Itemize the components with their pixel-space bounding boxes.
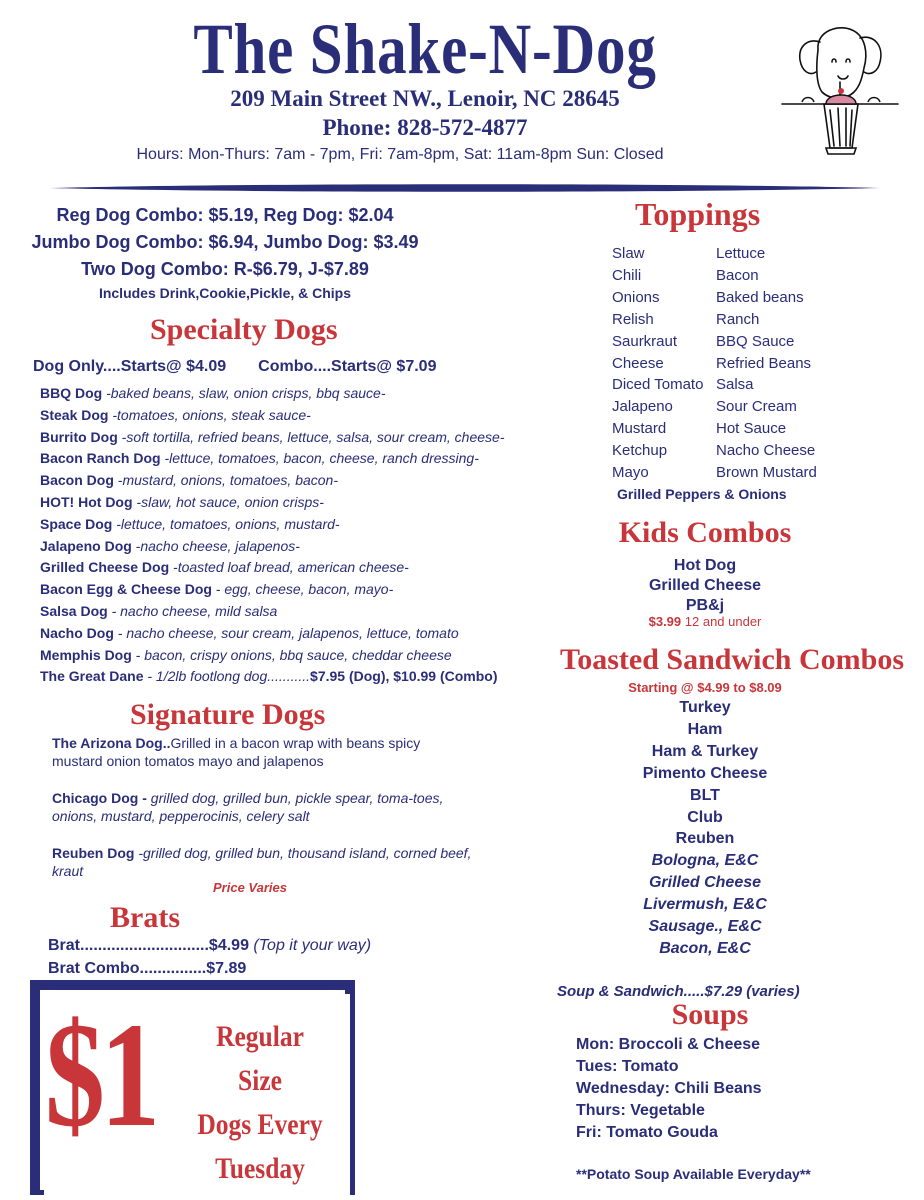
item-desc: -baked beans, slaw, onion crisps, bbq sauce- [102, 385, 386, 401]
topping-item: Baked beans [716, 288, 804, 306]
phone: Phone: 828-572-4877 [322, 115, 528, 140]
list-item: Wednesday: Chili Beans [576, 1080, 762, 1097]
list-item: Tues: Tomato [576, 1058, 679, 1075]
topping-item: Refried Beans [716, 354, 812, 372]
soups-list [576, 1034, 762, 1144]
topping-item: Sour Cream [716, 398, 797, 416]
brat-note: (Top it your way) [248, 937, 372, 954]
list-item: Club [687, 808, 723, 826]
item-desc: Grilled in a bacon wrap with beans spicy mustard onion tomatos mayo and jalapenos [52, 735, 421, 769]
item-name: Bacon Ranch Dog [40, 450, 161, 467]
item-desc: -slaw, hot sauce, onion crisps- [132, 493, 324, 510]
list-item: Mon: Broccoli & Cheese [576, 1036, 761, 1053]
combo-prices [30, 202, 420, 303]
topping-item: Mustard [612, 420, 667, 438]
list-item [40, 623, 540, 645]
list-item: Reuben [675, 830, 735, 848]
item-desc: - egg, cheese, bacon, mayo- [211, 581, 394, 598]
brat-combo-price: Brat Combo...............$7.89 [48, 960, 247, 977]
list-item [40, 536, 540, 558]
topping-item: Slaw [612, 245, 645, 262]
item-name: BBQ Dog [40, 385, 103, 401]
list-item [40, 427, 540, 449]
topping-item: Cheese [612, 354, 664, 372]
combo-line-reg: Reg Dog Combo: $5.19, Reg Dog: $2.04 [56, 205, 394, 225]
kids-list [605, 556, 805, 616]
toasted-subtitle: Starting @ $4.99 to $8.09 [628, 680, 782, 695]
topping-item: Diced Tomato [612, 376, 704, 394]
list-item: Pimento Cheese [642, 764, 768, 782]
toppings-extra: Grilled Peppers & Onions [617, 486, 787, 502]
price-varies-note: Price Varies [213, 880, 287, 895]
item-name: Nacho Dog [40, 624, 114, 641]
combo-line-jumbo: Jumbo Dog Combo: $6.94, Jumbo Dog: $3.49 [31, 232, 419, 252]
topping-item: Chili [612, 266, 642, 284]
list-item [40, 601, 540, 623]
dog-only-price: Dog Only....Starts@ $4.09 [33, 358, 227, 375]
topping-item: Brown Mustard [716, 464, 817, 482]
item-desc: -nacho cheese, jalapenos- [131, 537, 300, 554]
signature-item-reuben [52, 844, 472, 880]
address: 209 Main Street NW., Lenoir, NC 28645 [230, 86, 620, 111]
list-item [40, 645, 540, 667]
topping-item: Ketchup [612, 442, 668, 460]
topping-item: Bacon [716, 266, 759, 284]
list-item [40, 405, 540, 427]
item-name: Salsa Dog [40, 602, 108, 619]
item-name: Chicago Dog - [52, 790, 151, 806]
topping-item: BBQ Sauce [716, 332, 795, 350]
list-item: Bologna, E&C [651, 852, 759, 870]
brat-price: Brat.............................$4.99 [48, 937, 249, 954]
item-name: Space Dog [40, 515, 113, 532]
item-desc: - nacho cheese, sour cream, jalapenos, lettuce, tomato [113, 624, 459, 641]
topping-item: Mayo [612, 464, 649, 482]
item-name: Bacon Egg & Cheese Dog [40, 581, 212, 598]
item-name: Jalapeno Dog [40, 537, 132, 554]
item-name: The Great Dane [40, 668, 144, 685]
hours: Hours: Mon-Thurs: 7am - 7pm, Fri: 7am-8pm, Sat: 11am-8pm Sun: Closed [136, 146, 664, 163]
item-desc: -lettuce, tomatoes, bacon, cheese, ranch dressing- [160, 450, 479, 467]
item-name: Bacon Dog [40, 472, 114, 489]
item-name: Memphis Dog [40, 646, 132, 663]
item-desc: -mustard, onions, tomatoes, bacon- [113, 472, 338, 489]
promo-line: Tuesday [215, 1152, 305, 1185]
list-item: Grilled Cheese [648, 577, 762, 594]
promo-line: Dogs Every [197, 1108, 323, 1141]
list-item [40, 514, 540, 536]
toasted-list [555, 697, 855, 960]
combo-price: Combo....Starts@ $7.09 [258, 358, 437, 375]
brats-title: Brats [110, 901, 180, 934]
item-desc: - bacon, crispy onions, bbq sauce, cheddar cheese [131, 646, 452, 663]
item-desc: -grilled dog, grilled bun, thousand island, corned beef, kraut [52, 845, 472, 879]
combo-includes: Includes Drink,Cookie,Pickle, & Chips [98, 285, 352, 301]
item-price: $7.95 (Dog), $10.99 (Combo) [310, 668, 498, 685]
list-item: Ham & Turkey [651, 742, 759, 760]
list-item: BLT [690, 786, 720, 804]
list-item: Hot Dog [673, 557, 737, 574]
list-item: PB&j [685, 597, 725, 614]
list-item: Sausage., E&C [648, 918, 762, 936]
kids-age-note: 12 and under [681, 614, 762, 629]
topping-item: Salsa [716, 376, 754, 394]
topping-item: Jalapeno [612, 398, 673, 416]
dog-with-milkshake-icon [780, 20, 900, 162]
list-item: Fri: Tomato Gouda [576, 1124, 718, 1141]
item-name: Grilled Cheese Dog [40, 559, 170, 576]
combo-line-two: Two Dog Combo: R-$6.79, J-$7.89 [81, 259, 369, 279]
promo-amount: $1 [45, 992, 156, 1158]
potato-soup-note: **Potato Soup Available Everyday** [576, 1166, 811, 1182]
list-item: Bacon, E&C [659, 939, 751, 957]
kids-price-value: $3.99 [648, 614, 682, 629]
item-name: The Arizona Dog.. [52, 735, 171, 751]
list-item [40, 557, 540, 579]
signature-dogs-title: Signature Dogs [130, 698, 326, 731]
topping-item: Nacho Cheese [716, 442, 816, 460]
list-item: Grilled Cheese [648, 874, 762, 892]
list-item: Livermush, E&C [643, 896, 767, 914]
specialty-dogs-title: Specialty Dogs [150, 313, 338, 346]
list-item [40, 383, 540, 405]
restaurant-title: The Shake-N-Dog [193, 9, 657, 89]
specialty-list [40, 383, 540, 688]
signature-item-arizona [52, 734, 472, 770]
promo-line: Regular Size [216, 1020, 304, 1097]
soups-title: Soups [671, 998, 749, 1031]
item-desc: - 1/2lb footlong dog........... [143, 668, 311, 685]
specialty-prices [33, 358, 436, 376]
item-desc: - nacho cheese, mild salsa [107, 602, 278, 619]
header-divider [50, 182, 880, 194]
list-item: Turkey [679, 699, 731, 716]
item-desc: -tomatoes, onions, steak sauce- [108, 406, 311, 423]
topping-item: Relish [612, 310, 654, 328]
topping-item: Saurkraut [612, 332, 678, 350]
list-item [40, 470, 540, 492]
topping-item: Ranch [716, 310, 760, 328]
list-item [40, 579, 540, 601]
item-name: Reuben Dog [52, 845, 135, 861]
toppings-list [612, 243, 852, 484]
list-item [48, 934, 371, 957]
brats-list [48, 934, 371, 980]
item-desc: -lettuce, tomatoes, onions, mustard- [112, 515, 340, 532]
list-item: Thurs: Vegetable [576, 1102, 705, 1119]
promo-text [192, 1015, 328, 1191]
kids-combos-title: Kids Combos [618, 516, 792, 549]
toasted-sandwich-title: Toasted Sandwich Combos [560, 643, 904, 676]
item-desc: grilled dog, grilled bun, pickle spear, toma-toes, onions, mustard, pepperocinis, celery salt [52, 790, 444, 824]
list-item [40, 492, 540, 514]
list-item [40, 448, 540, 470]
item-desc: -soft tortilla, refried beans, lettuce, salsa, sour cream, cheese- [117, 428, 505, 445]
item-name: Burrito Dog [40, 428, 118, 445]
item-name: HOT! Hot Dog [40, 493, 133, 510]
topping-item: Hot Sauce [716, 420, 787, 438]
toppings-title: Toppings [635, 196, 761, 232]
item-desc: -toasted loaf bread, american cheese- [169, 559, 409, 576]
topping-item: Onions [612, 288, 660, 306]
kids-price [605, 614, 805, 629]
topping-item: Lettuce [716, 245, 766, 262]
signature-item-chicago [52, 789, 472, 825]
list-item [40, 666, 540, 688]
item-name: Steak Dog [40, 406, 109, 423]
list-item: Ham [687, 720, 723, 738]
soup-sandwich-price: Soup & Sandwich.....$7.29 (varies) [557, 983, 800, 1000]
